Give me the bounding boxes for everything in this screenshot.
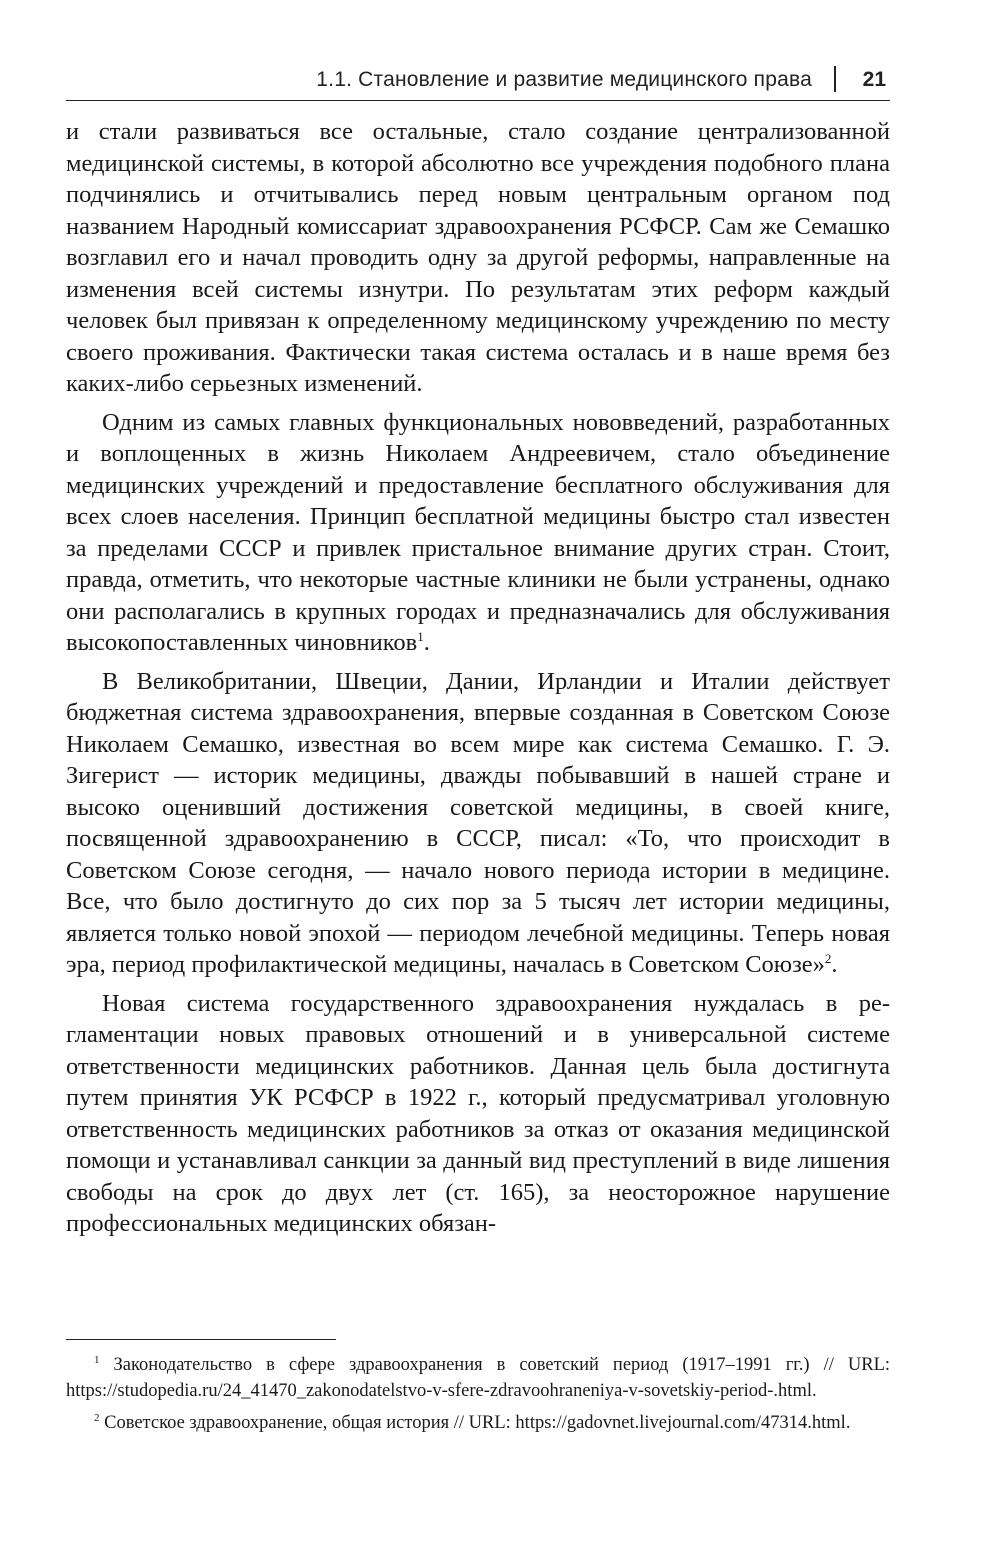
paragraph-3-text: В Великобритании, Швеции, Дании, Ирландии и Италии действует бюджетная система здравоохранения, впервые созданная в Советском Союзе Николаем Семашко, известная во всем мире как система Семашко. Г. Э. Зигерист — историк медицины, дважды побывавший в нашей стране и высоко оценивший достижения советской медицины, в своей книге, посвященной здравоохранению в СССР, писал: «То, что происходит в Советском Союзе сегодня, — начало нового периода истории в медицине. Все, что было достигнуто до сих пор за 5 тысяч лет истории медицины, является только новой эпохой — периодом лечебной медицины. Теперь новая эра, период профилактической медицины, началась в Советском Союзе»	[66, 667, 890, 978]
paragraph-2	[66, 407, 890, 659]
page-number: 21	[862, 68, 886, 91]
footnote-1-text[interactable]: Законодательство в сфере здравоохранения в советский период (1917–1991 гг.) // URL: https://studopedia.ru/24_41470_zakonodatelstvo-v-sfere-zdravoohraneniya-v-sovetskiy-period-.html.	[66, 1355, 891, 1401]
body-text	[66, 116, 890, 1240]
paragraph-4: Новая система государственного здравоохранения нуждалась в регламентации новых правовых отношений и в универсальной системе ответственности медицинских работников. Данная цель была достигнута путем принятия УК РСФСР в 1922 г., который предусматривал уголовную ответственность медицинских работников за отказ от оказания медицинской помощи и устанавливал санкции за данный вид преступлений в виде лишения свободы на срок до двух лет (ст. 165), за неосторожное нарушение профессиональных медицинских обязан-	[66, 989, 890, 1237]
footnote-2-text[interactable]: Советское здравоохранение, общая история // URL: https://gadovnet.livejournal.com/47314.html.	[104, 1413, 851, 1433]
paragraph-2-text: Одним из самых главных функциональных нововведений, разработанных и воплощенных в жизнь Николаем Андреевичем, стало объединение медицинских учреждений и предоставление бесплатного обслуживания для всех слоев населения. Принцип бесплатной медицины быстро стал известен за пределами СССР и привлек пристальное внимание других стран. Стоит, правда, отметить, что некоторые частные клиники не были устранены, однако они располагались в крупных городах и предназначались для обслуживания высокопоставленных чиновников	[66, 408, 890, 656]
paragraph-3-end: .	[831, 951, 838, 978]
footnote-ref-1[interactable]: 1	[417, 628, 424, 644]
footnote-divider	[66, 1339, 336, 1340]
footnote-1	[66, 1352, 890, 1404]
paragraph-1: и стали развиваться все остальные, стало создание централизованной медицинской системы, в которой абсолютно все учреждения подобного плана подчинялись и отчитывались перед новым центральным органом под названием Народный комиссариат здравоохранения РСФСР. Сам же Семашко возглавил его и начал проводить одну за другой реформы, направленные на изменения всей системы изнутри. По результатам этих реформ каждый человек был привязан к определенному медицинскому учреждению по месту своего проживания. Фактически такая система осталась и в наше время без каких-либо серьезных изменений.	[66, 118, 890, 397]
paragraph-3	[66, 666, 890, 981]
footnote-2	[66, 1410, 890, 1436]
footnotes	[66, 1352, 890, 1436]
header-separator	[834, 66, 836, 92]
footnote-mark-1: 1	[94, 1353, 100, 1366]
paragraph-2-end: .	[423, 629, 430, 656]
chapter-title: 1.1. Становление и развитие медицинского права	[316, 68, 812, 91]
footnote-mark-2: 2	[94, 1411, 100, 1424]
running-head	[66, 66, 890, 101]
footnote-ref-2[interactable]: 2	[824, 950, 832, 966]
